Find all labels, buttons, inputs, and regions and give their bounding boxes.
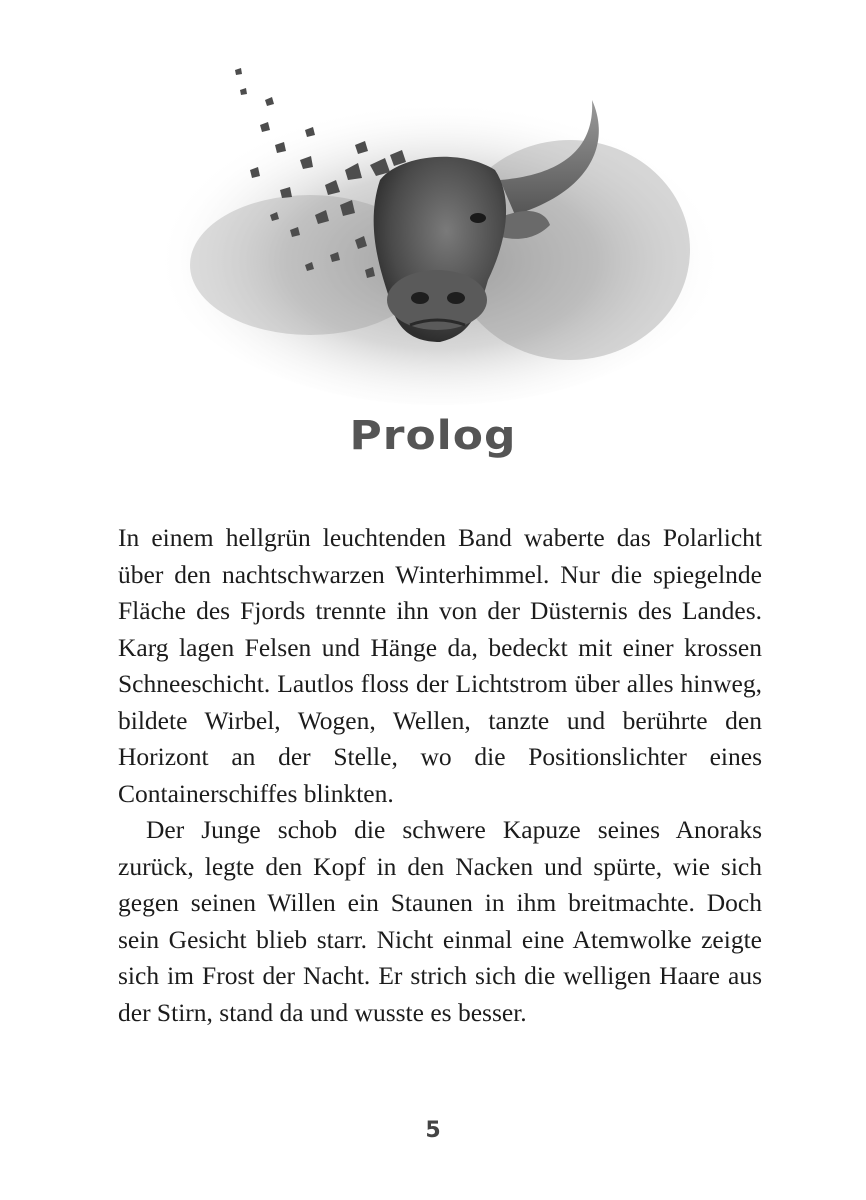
chapter-title: Prolog bbox=[349, 412, 517, 459]
paragraph: Der Junge schob die schwere Kapuze seines Anoraks zurück, legte den Kopf in den Nacken und spürte, wie sich gegen seinen Willen ein Staunen in ihm breitmachte. Doch sein Gesicht blieb starr. Nicht einmal eine Atemwolke zeigte sich im Frost der Nacht. Er strich sich die welligen Haare aus der Stirn, stand da und wusste es besser. bbox=[118, 815, 762, 1027]
bull-head-illustration bbox=[140, 30, 730, 410]
bull-head-icon bbox=[140, 30, 730, 410]
paragraph: In einem hellgrün leuchtenden Band waberte das Polarlicht über den nachtschwarzen Winterhimmel. Nur die spiegelnde Fläche des Fjords trennte ihn von der Düsternis des Landes. Karg lagen Felsen und Hänge da, bedeckt mit einer krossen Schneeschicht. Lautlos floss der Lichtstrom über alles hinweg, bildete Wirbel, Wogen, Wellen, tanzte und berührte den Horizont an der Stelle, wo die Positionslichter eines Containerschiffes blinkten. bbox=[118, 523, 762, 808]
body-text bbox=[118, 520, 762, 1031]
page-number: 5 bbox=[425, 1118, 441, 1143]
